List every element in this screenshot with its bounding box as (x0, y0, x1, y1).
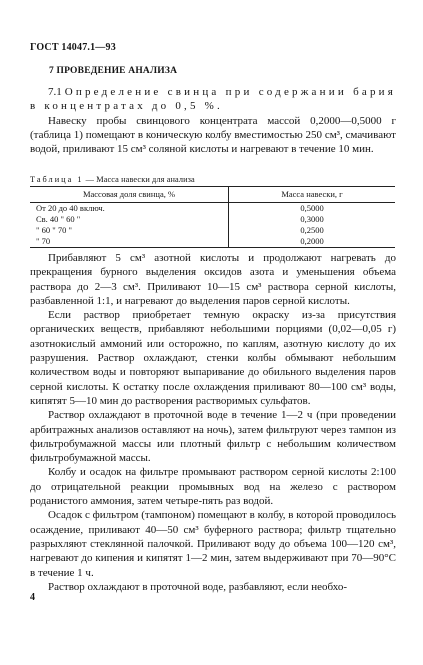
table-row (30, 236, 395, 248)
procedure-body (30, 251, 396, 594)
table-cell-range: От 20 до 40 включ. (30, 203, 229, 215)
table-row (30, 203, 395, 215)
table-cell-mass: 0,5000 (300, 203, 324, 213)
table-caption (30, 175, 195, 184)
section-title: 7 ПРОВЕДЕНИЕ АНАЛИЗА (49, 66, 178, 76)
subsection-heading (30, 85, 396, 114)
subsection-title: Определение свинца при содержании бария в концентратах до 0,5 %. (30, 86, 397, 113)
table-header-row (30, 187, 395, 203)
body-paragraph: Раствор охлаждают в проточной воде, разбавляют, если необхо- (48, 580, 347, 593)
intro-paragraph: Навеску пробы свинцового концентрата массой 0,2000—0,5000 г (таблица 1) помещают в коническую колбу вместимостью 250 см³, смачивают водой, приливают 15 см³ соляной кислоты и нагревают в течение 10 мин. (30, 114, 396, 156)
intro-block (30, 85, 396, 156)
table-cell-range: Св. 40 " 60 " (30, 214, 229, 225)
table-header-sample-mass: Масса навески, г (229, 187, 396, 203)
table-cell-range: " 60 " 70 " (30, 225, 229, 236)
table-header-lead-fraction: Массовая доля свинца, % (30, 187, 229, 203)
subsection-number: 7.1 (48, 86, 62, 98)
body-paragraph: Колбу и осадок на фильтре промывают раствором серной кислоты 2:100 до отрицательной реакции промывных вод на железо с раствором роданистого аммония, затем четыре-пять раз водой. (30, 466, 396, 508)
table-row (30, 225, 395, 236)
body-paragraph: Осадок с фильтром (тампоном) помещают в колбу, в которой проводилось осаждение, приливают 40—50 см³ буферного раствора; фильтр тщательно разрыхляют стеклянной палочкой. Приливают воду до объема 100—120 см³, нагревают до кипения и кипятят 1—2 мин, затем выдерживают при 70—90°C в течение 1 ч. (30, 509, 396, 579)
page-number: 4 (30, 592, 35, 603)
table-caption-text: — Масса навески для анализа (83, 175, 195, 184)
table-cell-mass: 0,2500 (300, 225, 324, 235)
table-cell-mass: 0,3000 (300, 214, 324, 224)
table-caption-label: Таблица 1 (30, 175, 84, 184)
table-cell-range: " 70 (30, 236, 229, 248)
standard-header: ГОСТ 14047.1—93 (30, 42, 116, 53)
sample-mass-table (30, 186, 395, 248)
table-row (30, 214, 395, 225)
body-paragraph: Прибавляют 5 см³ азотной кислоты и продолжают нагревать до прекращения бурного выделения оксидов азота и уменьшения объема раствора до 2—3 см³. Приливают 10—15 см³ раствора серной кислоты, разбавленной 1:1, и нагревают до выделения паров серной кислоты. (30, 252, 396, 307)
body-paragraph: Если раствор приобретает темную окраску из-за присутствия органических веществ, прибавляют небольшими порциями (0,02—0,05 г) азотнокислый аммоний или осторожно, по каплям, азотную кислоту до их разрушения. Раствор охлаждают, стенки колбы обмывают небольшим количеством воды и повторяют выпаривание до обильного выделения паров серной кислоты. К остатку после охлаждения приливают 80—100 см³ воды, кипятят 5—10 мин до растворения растворимых сульфатов. (30, 309, 396, 407)
body-paragraph: Раствор охлаждают в проточной воде в течение 1—2 ч (при проведении арбитражных анализов оставляют на ночь), затем фильтруют через тампон из фильтробумажной массы или плотный фильтр с небольшим количеством фильтробумажной массы. (30, 409, 396, 465)
table-cell-mass: 0,2000 (229, 236, 396, 248)
